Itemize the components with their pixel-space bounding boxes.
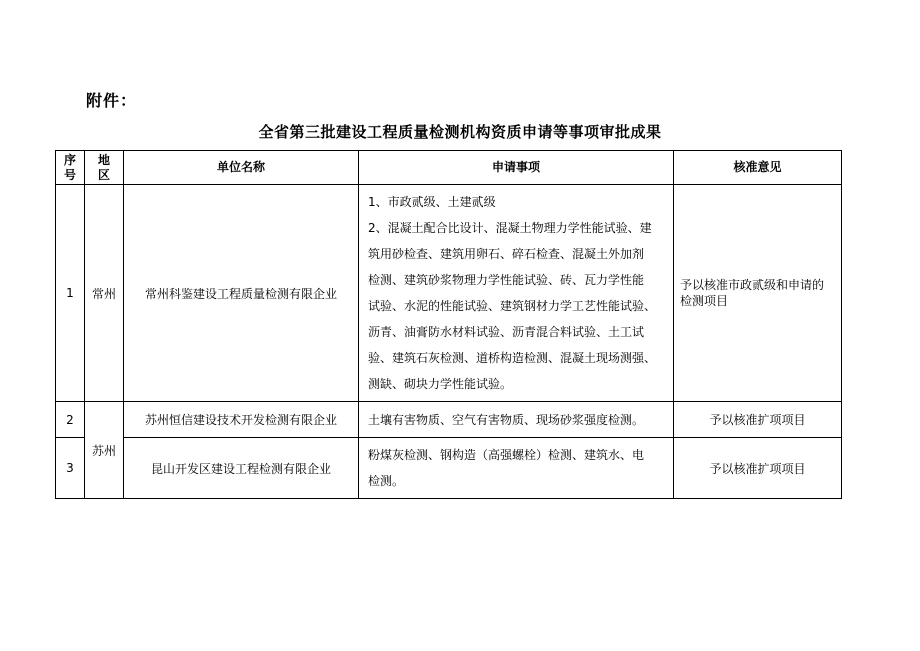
header-approval-opinion: 核准意见 [674, 151, 842, 185]
row-region: 常州 [85, 185, 124, 402]
row-application-items: 1、市政贰级、土建贰级 2、混凝土配合比设计、混凝土物理力学性能试验、建 筑用砂检查、建筑用卵石、碎石检查、混凝土外加剂 检测、建筑砂浆物理力学性能试验、砖、瓦力学性能 试验、水泥的性能试验、建筑钢材力学工艺性能试验、 沥青、油膏防水材料试验、沥青混合料试验、土工试 验、建筑石灰检测、道桥构造检测、混凝土现场测强、 测缺、砌块力学性能试验。 [359, 185, 674, 402]
row-approval-opinion: 予以核准扩项项目 [674, 402, 842, 438]
approval-results-table [55, 150, 842, 499]
header-unit-name: 单位名称 [124, 151, 359, 185]
row-application-items: 粉煤灰检测、钢构造（高强螺栓）检测、建筑水、电 检测。 [359, 438, 674, 499]
row-region: 苏州 [85, 402, 124, 499]
table-row [56, 402, 842, 438]
row-unit-name: 常州科鉴建设工程质量检测有限企业 [124, 185, 359, 402]
row-unit-name: 苏州恒信建设技术开发检测有限企业 [124, 402, 359, 438]
row-seq: 2 [56, 402, 85, 438]
header-application-items: 申请事项 [359, 151, 674, 185]
header-seq: 序 号 [56, 151, 85, 185]
row-application-items: 土壤有害物质、空气有害物质、现场砂浆强度检测。 [359, 402, 674, 438]
row-seq: 1 [56, 185, 85, 402]
row-approval-opinion: 予以核准市政贰级和申请的检测项目 [674, 185, 842, 402]
attachment-label: 附件： [86, 91, 138, 110]
document-title: 全省第三批建设工程质量检测机构资质申请等事项审批成果 [258, 123, 662, 141]
table-header-row [56, 151, 842, 185]
header-region: 地 区 [85, 151, 124, 185]
table-row [56, 438, 842, 499]
row-approval-opinion: 予以核准扩项项目 [674, 438, 842, 499]
row-unit-name: 昆山开发区建设工程检测有限企业 [124, 438, 359, 499]
table-row [56, 185, 842, 402]
row-seq: 3 [56, 438, 85, 499]
